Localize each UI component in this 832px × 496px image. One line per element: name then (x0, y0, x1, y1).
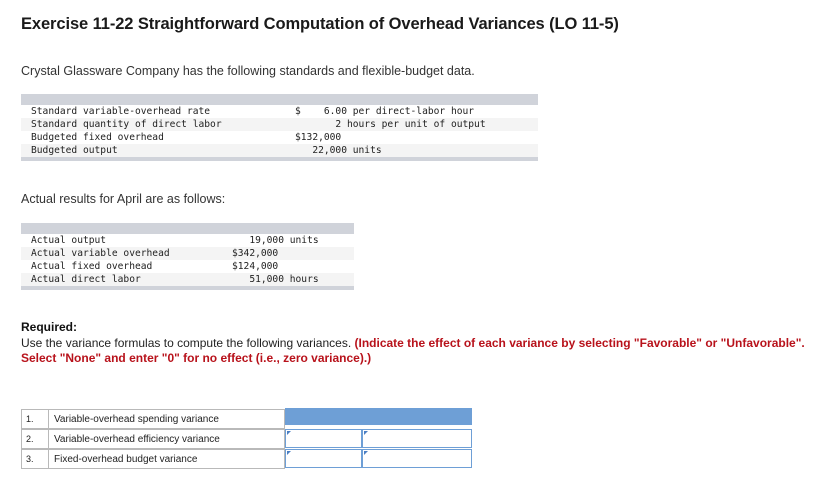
row-number: 2. (21, 429, 48, 449)
table-row (21, 118, 538, 131)
table-row (21, 247, 354, 260)
table-row (21, 131, 538, 144)
row-label: Budgeted fixed overhead (31, 132, 164, 143)
row-value: 2 hours per unit of output (295, 119, 486, 130)
row-label: Actual fixed overhead (31, 261, 153, 272)
row-label: Actual variable overhead (31, 248, 170, 259)
instructions-highlight: (Indicate the effect of each variance by selecting "Favorable" or "Unfavorable". Select "None" and enter "0" for no effect (i.e., zero variance).) (21, 336, 805, 365)
table-bottom-bar (21, 286, 354, 290)
table-row (21, 105, 538, 118)
row-value: $ 6.00 per direct-labor hour (295, 106, 475, 117)
row-value: $132,000 (295, 132, 342, 143)
actual-results-intro: Actual results for April are as follows: (21, 192, 226, 206)
caret-icon (287, 431, 291, 435)
table-bottom-bar (21, 157, 538, 161)
caret-icon (287, 451, 291, 455)
header-cell-effect (362, 408, 472, 425)
row-value: 51,000 hours (232, 274, 319, 285)
amount-input[interactable] (285, 429, 362, 448)
effect-select[interactable] (362, 429, 472, 448)
table-row (21, 260, 354, 273)
row-label: Budgeted output (31, 145, 118, 156)
caret-icon (364, 431, 368, 435)
table-top-bar (21, 94, 538, 105)
row-value: $342,000 (232, 248, 279, 259)
actuals-table (21, 223, 354, 290)
caret-icon (364, 451, 368, 455)
row-value: 22,000 units (295, 145, 382, 156)
required-label: Required: (21, 320, 78, 334)
table-top-bar (21, 223, 354, 234)
row-value: $124,000 (232, 261, 279, 272)
table-row (21, 144, 538, 157)
row-number: 3. (21, 449, 48, 469)
row-label: Standard variable-overhead rate (31, 106, 211, 117)
variance-label: Variable-overhead efficiency variance (48, 429, 285, 449)
intro-text: Crystal Glassware Company has the following standards and flexible-budget data. (21, 64, 475, 78)
header-cell-amount (285, 408, 362, 425)
instructions (21, 336, 821, 366)
standards-table (21, 94, 538, 161)
variance-label: Fixed-overhead budget variance (48, 449, 285, 469)
row-label: Actual direct labor (31, 274, 141, 285)
instructions-text: Use the variance formulas to compute the following variances. (21, 336, 355, 350)
table-row (21, 273, 354, 286)
row-value: 19,000 units (232, 235, 319, 246)
row-number: 1. (21, 409, 48, 429)
variance-label: Variable-overhead spending variance (48, 409, 285, 429)
row-label: Actual output (31, 235, 107, 246)
page-title: Exercise 11-22 Straightforward Computation of Overhead Variances (LO 11-5) (21, 15, 619, 33)
row-label: Standard quantity of direct labor (31, 119, 222, 130)
table-row (21, 234, 354, 247)
amount-input[interactable] (285, 449, 362, 468)
effect-select[interactable] (362, 449, 472, 468)
